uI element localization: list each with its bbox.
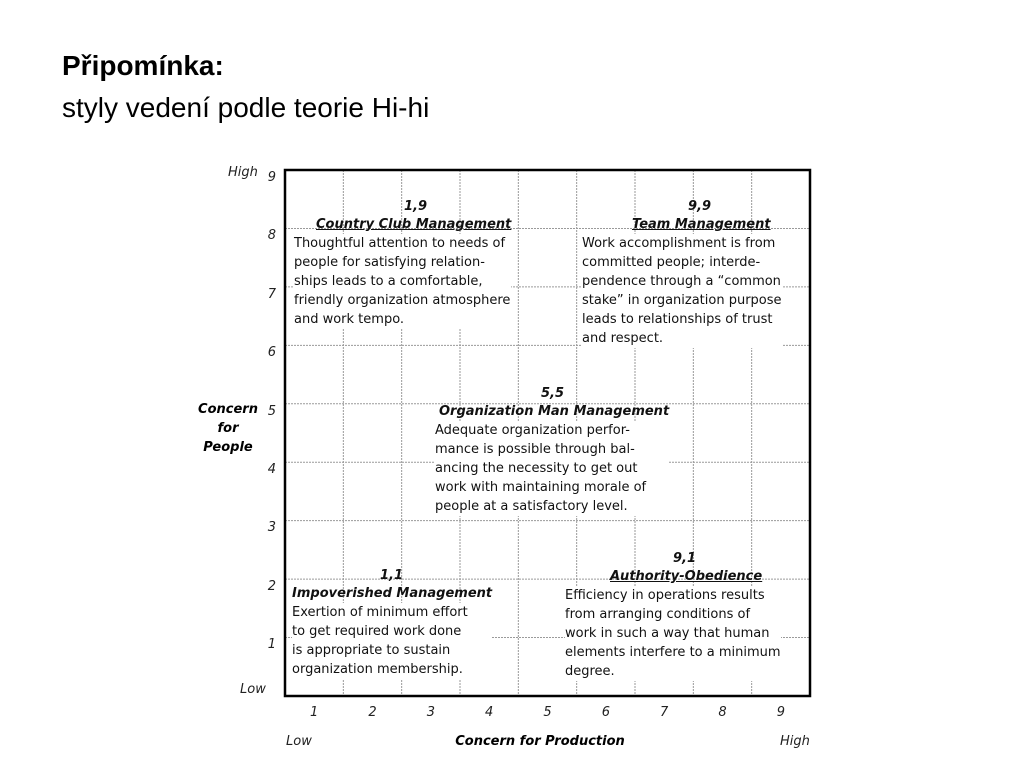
style-coordinate: 1,1: [380, 568, 404, 583]
style-description: Work accomplishment is from committed people; interde- pendence through a “common stake” in organization purpose leads to relationships of trust and respect.: [582, 236, 782, 346]
style-coordinate: 5,5: [541, 386, 565, 401]
y-axis-high-label: High: [228, 165, 258, 180]
y-axis-title-line: for: [217, 421, 239, 436]
style-name: Impoverished Management: [292, 586, 493, 601]
style-name: Team Management: [632, 217, 771, 232]
x-tick-label: 9: [776, 705, 785, 720]
slide-subtitle: styly vedení podle teorie Hi-hi: [62, 92, 430, 123]
style-description: Efficiency in operations results from arranging conditions of work in such a way that human elements interfere to a minimum degree.: [565, 588, 781, 679]
style-coordinate: 9,1: [673, 551, 697, 566]
style-name: Country Club Management: [316, 217, 512, 232]
y-tick-label: 2: [267, 578, 276, 594]
slide-title: Připomínka:: [62, 50, 224, 81]
x-tick-label: 6: [601, 705, 610, 720]
y-tick-label: 9: [267, 169, 276, 185]
style-organization-man: [435, 385, 669, 516]
y-tick-label: 5: [267, 403, 276, 419]
y-axis-low-label: Low: [240, 682, 266, 697]
style-authority-obedience: [565, 550, 781, 681]
y-tick-label: 4: [267, 461, 276, 477]
y-tick-label: 1: [267, 637, 276, 653]
style-coordinate: 1,9: [404, 199, 428, 214]
x-tick-label: 1: [310, 705, 319, 720]
y-tick-label: 8: [267, 228, 276, 244]
y-tick-label: 6: [267, 345, 276, 361]
style-impoverished: [292, 567, 492, 679]
y-axis-title-line: People: [203, 440, 253, 455]
x-tick-label: 2: [368, 705, 377, 720]
x-tick-label: 4: [485, 705, 494, 720]
x-axis-title: Concern for Production: [455, 734, 625, 749]
style-name: Authority-Obedience: [610, 569, 763, 584]
x-tick-label: 7: [660, 705, 669, 720]
style-description: Exertion of minimum effort to get required work done is appropriate to sustain organization membership.: [292, 603, 492, 679]
x-axis-low-label: Low: [286, 734, 312, 749]
x-axis-high-label: High: [780, 734, 810, 749]
y-tick-label: 3: [267, 520, 276, 536]
x-tick-label: 8: [718, 705, 727, 720]
y-axis-title: [192, 400, 264, 457]
x-tick-label: 3: [426, 705, 435, 720]
style-description: Adequate organization perfor- mance is possible through bal- ancing the necessity to get out work with maintaining morale of people at a satisfactory level.: [435, 421, 669, 516]
style-name: Organization Man Management: [439, 404, 670, 419]
style-coordinate: 9,9: [688, 199, 712, 214]
style-country-club: [294, 198, 511, 329]
style-team: [582, 198, 782, 348]
x-tick-label: 5: [543, 705, 552, 720]
style-description: Thoughtful attention to needs of people for satisfying relation- ships leads to a comfortable, friendly organization atmosphere and work tempo.: [294, 236, 511, 327]
y-tick-label: 7: [267, 286, 276, 302]
y-axis-title-line: Concern: [198, 402, 258, 417]
